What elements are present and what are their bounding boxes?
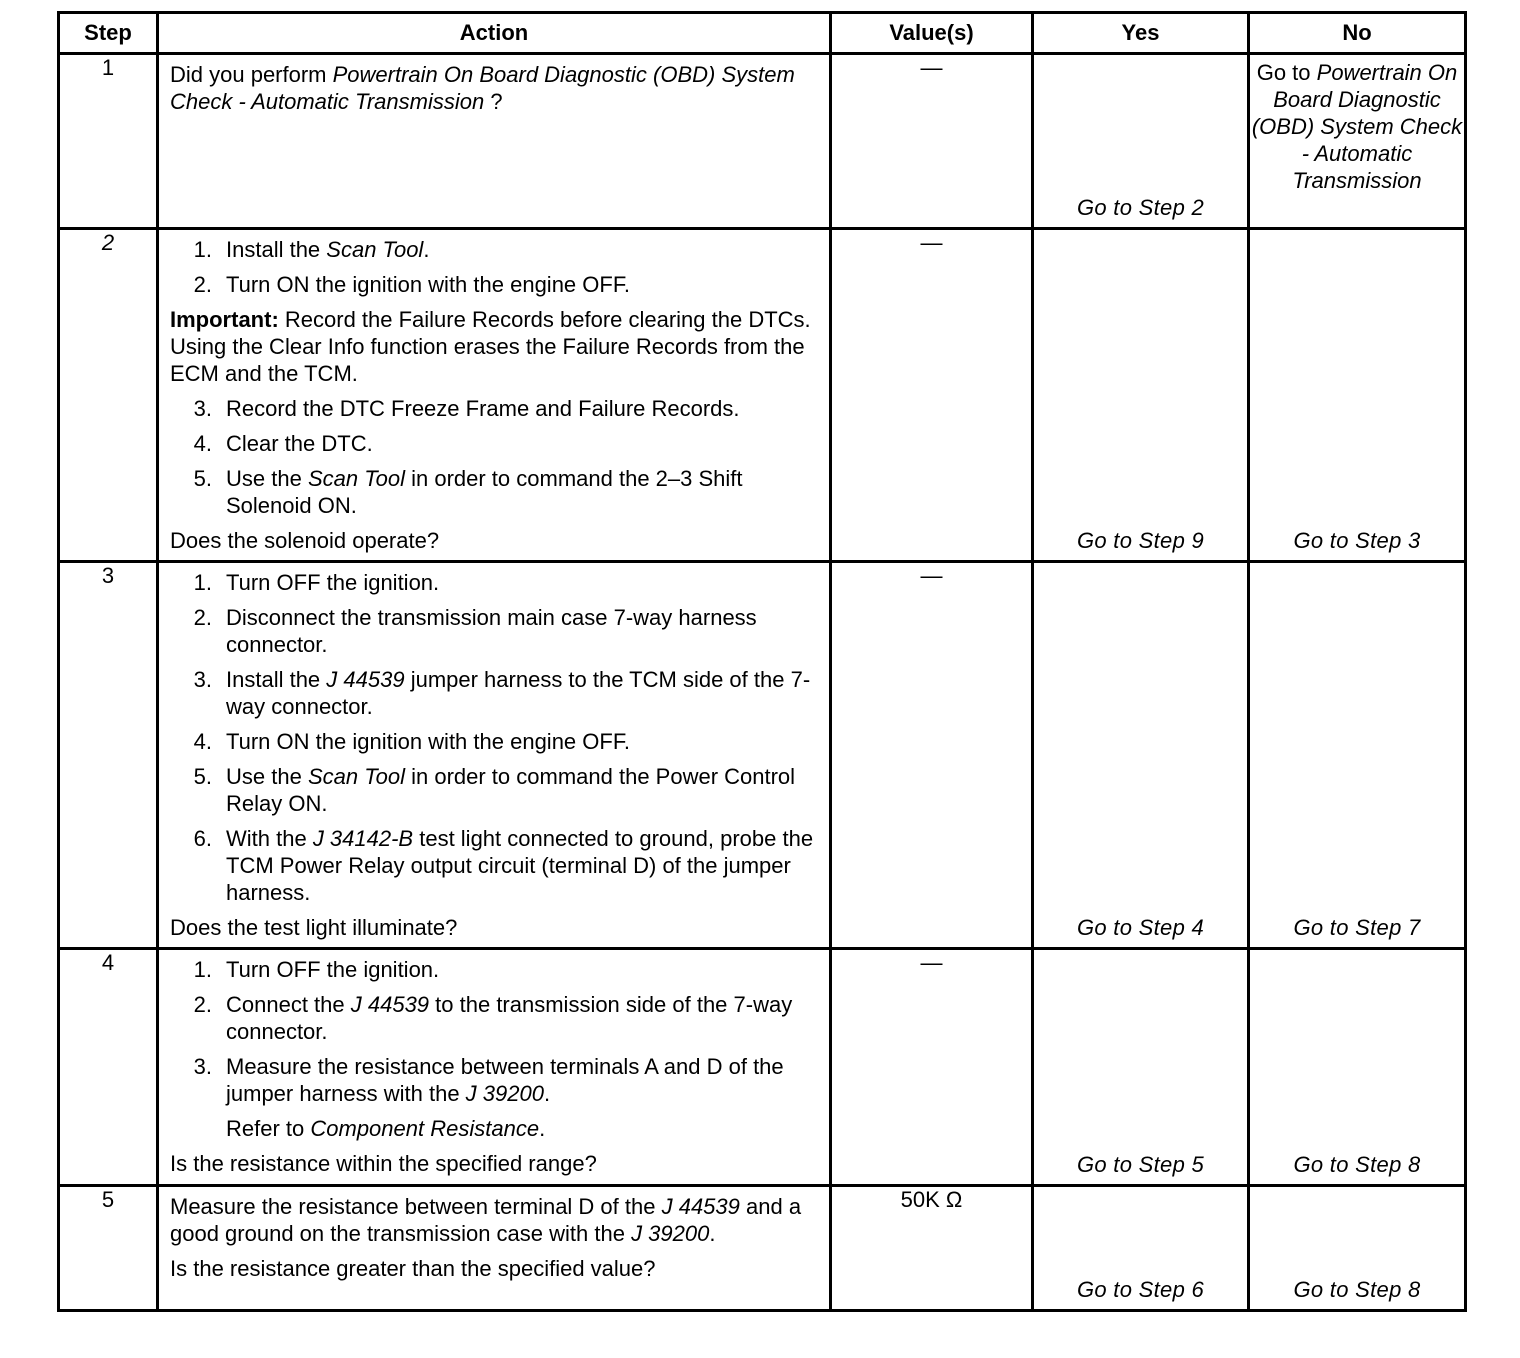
table-row — [59, 229, 1466, 562]
no-goto-link[interactable]: Go to Step 8 — [1293, 1277, 1421, 1302]
table-row — [59, 949, 1466, 1186]
step-number: 3 — [59, 562, 158, 949]
table-row — [59, 562, 1466, 949]
header-step: Step — [59, 13, 158, 54]
no-cell — [1249, 54, 1466, 229]
no-goto-link[interactable]: Go to Step 8 — [1293, 1152, 1421, 1177]
yes-cell — [1033, 229, 1249, 562]
action-question: Is the resistance greater than the specified value? — [170, 1256, 656, 1281]
action-cell — [158, 229, 831, 562]
yes-goto-link[interactable]: Go to Step 2 — [1076, 195, 1205, 220]
list-item: 6. With the J 34142-B test light connected to ground, probe the TCM Power Relay output circuit (terminal D) of the jumper harness. — [193, 826, 814, 905]
list-item: 1. Install the Scan Tool. — [193, 237, 430, 262]
value-cell: — — [831, 562, 1033, 949]
list-item: 2. Turn ON the ignition with the engine OFF. — [193, 272, 630, 297]
action-cell — [158, 562, 831, 949]
yes-cell — [1033, 1186, 1249, 1311]
diagnostic-table — [57, 11, 1467, 1312]
action-text: Did you perform Powertrain On Board Diagnostic (OBD) System Check - Automatic Transmission ? — [170, 62, 795, 114]
list-item: 1. Turn OFF the ignition. — [193, 957, 440, 982]
table-row — [59, 1186, 1466, 1311]
step-number: 4 — [59, 949, 158, 1186]
action-cell — [158, 54, 831, 229]
action-text: Measure the resistance between terminal D of the J 44539 and a good ground on the transmission case with the J 39200. — [170, 1194, 802, 1246]
value-cell: — — [831, 949, 1033, 1186]
header-action: Action — [158, 13, 831, 54]
step-number: 1 — [59, 54, 158, 229]
no-goto-link[interactable]: Go to Powertrain On Board Diagnostic (OBD) System Check - Automatic Transmission — [1251, 60, 1463, 193]
important-note: Important: Record the Failure Records before clearing the DTCs. Using the Clear Info function erases the Failure Records from the ECM and the TCM. — [170, 307, 811, 386]
no-cell — [1249, 229, 1466, 562]
yes-goto-link[interactable]: Go to Step 5 — [1076, 1152, 1205, 1177]
header-no: No — [1249, 13, 1466, 54]
no-cell — [1249, 949, 1466, 1186]
list-item: 5. Use the Scan Tool in order to command the 2–3 Shift Solenoid ON. — [193, 466, 743, 518]
list-item: 3. Install the J 44539 jumper harness to the TCM side of the 7-way connector. — [193, 667, 811, 719]
no-goto-link[interactable]: Go to Step 3 — [1293, 528, 1421, 553]
step-number: 5 — [59, 1186, 158, 1311]
no-cell — [1249, 1186, 1466, 1311]
refer-note: Refer to Component Resistance. — [226, 1116, 546, 1141]
list-item: 5. Use the Scan Tool in order to command the Power Control Relay ON. — [193, 764, 796, 816]
yes-cell — [1033, 54, 1249, 229]
no-cell — [1249, 562, 1466, 949]
yes-cell — [1033, 562, 1249, 949]
value-cell: 50K Ω — [831, 1186, 1033, 1311]
header-yes: Yes — [1033, 13, 1249, 54]
action-question: Is the resistance within the specified range? — [170, 1151, 597, 1176]
action-question: Does the test light illuminate? — [170, 915, 458, 940]
header-row — [59, 13, 1466, 54]
list-item: 3. Record the DTC Freeze Frame and Failure Records. — [193, 396, 740, 421]
list-item: 4. Turn ON the ignition with the engine OFF. — [193, 729, 630, 754]
yes-goto-link[interactable]: Go to Step 6 — [1076, 1277, 1205, 1302]
value-cell: — — [831, 54, 1033, 229]
yes-cell — [1033, 949, 1249, 1186]
list-item: 1. Turn OFF the ignition. — [193, 570, 440, 595]
no-goto-link[interactable]: Go to Step 7 — [1293, 915, 1421, 940]
list-item: 3. Measure the resistance between terminals A and D of the jumper harness with the J 39200. — [193, 1054, 784, 1106]
list-item: 2. Disconnect the transmission main case 7-way harness connector. — [193, 605, 757, 657]
yes-goto-link[interactable]: Go to Step 9 — [1076, 528, 1205, 553]
header-values: Value(s) — [831, 13, 1033, 54]
action-question: Does the solenoid operate? — [170, 528, 440, 553]
value-cell: — — [831, 229, 1033, 562]
list-item: 4. Clear the DTC. — [193, 431, 373, 456]
step-number: 2 — [59, 229, 158, 562]
action-cell — [158, 949, 831, 1186]
yes-goto-link[interactable]: Go to Step 4 — [1076, 915, 1205, 940]
list-item: 2. Connect the J 44539 to the transmission side of the 7-way connector. — [193, 992, 793, 1044]
table-row — [59, 54, 1466, 229]
action-cell — [158, 1186, 831, 1311]
